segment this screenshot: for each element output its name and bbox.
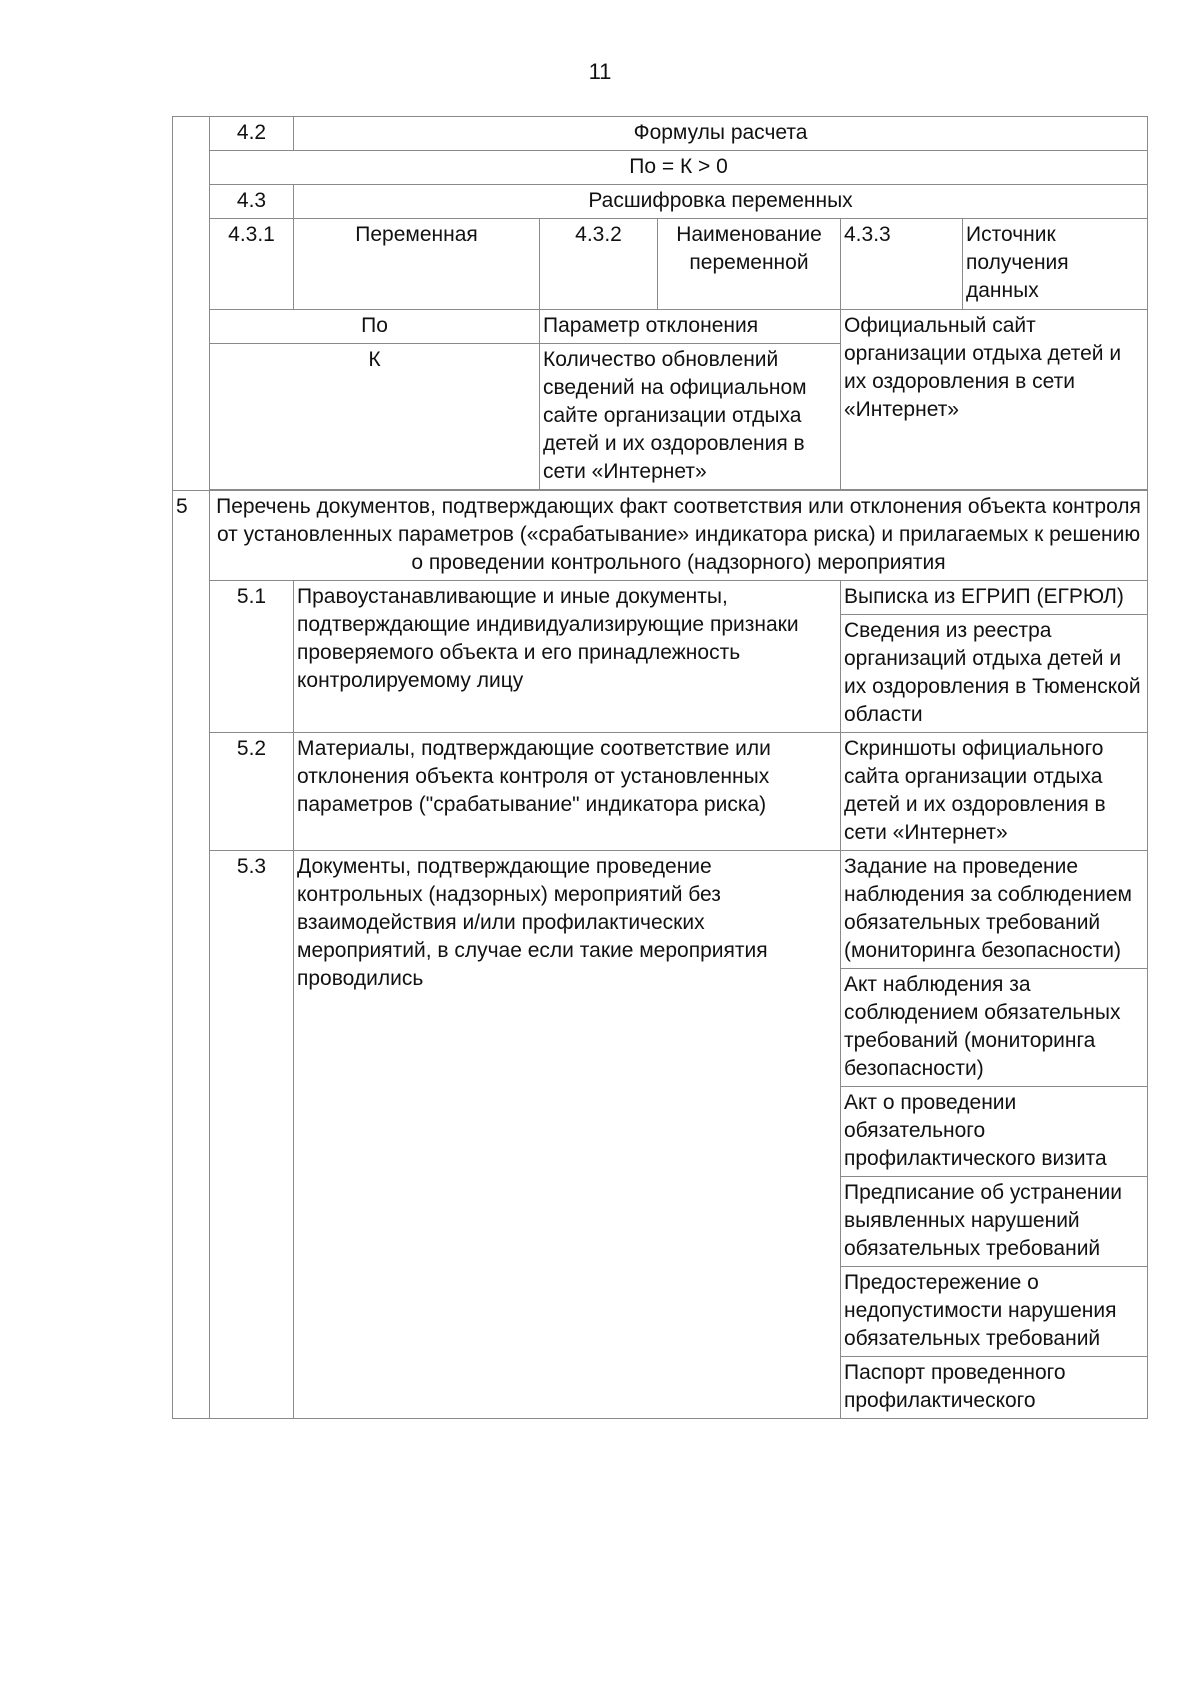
- header-number: 4.3.3: [841, 219, 963, 310]
- section-5-title-row: [173, 491, 1148, 581]
- item-5-1: [173, 581, 1148, 615]
- document-name: Паспорт проведенного профилактического: [841, 1357, 1148, 1419]
- row-number: 4.2: [210, 117, 294, 151]
- item-number: 5.3: [210, 851, 294, 1419]
- document-name: Предписание об устранении выявленных нарушений обязательных требований: [841, 1177, 1148, 1267]
- variable-symbol: К: [210, 344, 540, 490]
- document-name: Предостережение о недопустимости нарушения обязательных требований: [841, 1267, 1148, 1357]
- document-name: Сведения из реестра организаций отдыха детей и их оздоровления в Тюменской области: [841, 615, 1148, 733]
- document-name: Акт наблюдения за соблюдением обязательных требований (мониторинга безопасности): [841, 969, 1148, 1087]
- row-number: 4.3: [210, 185, 294, 219]
- page-number: 11: [588, 59, 612, 84]
- item-text: Документы, подтверждающие проведение контрольных (надзорных) мероприятий без взаимодействия и/или профилактических мероприятий, в случае если такие мероприятия проводились: [294, 851, 841, 1419]
- section-5-title: Перечень документов, подтверждающих факт соответствия или отклонения объекта контроля от установленных параметров («срабатывание» индикатора риска) и прилагаемых к решению о проведении контрольного (надзорного) мероприятия: [210, 491, 1148, 581]
- item-5-3: [173, 851, 1148, 969]
- formula: По = К > 0: [210, 151, 1148, 185]
- header-variable: Переменная: [294, 219, 540, 310]
- data-source: Официальный сайт организации отдыха детей и их оздоровления в сети «Интернет»: [841, 310, 1148, 490]
- header-number: 4.3.2: [540, 219, 658, 310]
- document-name: Задание на проведение наблюдения за соблюдением обязательных требований (мониторинга безопасности): [841, 851, 1148, 969]
- risk-indicator-table: [172, 116, 1148, 1419]
- item-text: Материалы, подтверждающие соответствие или отклонения объекта контроля от установленных параметров ("срабатывание" индикатора риска): [294, 733, 841, 851]
- item-number: 5.1: [210, 581, 294, 733]
- row-4-2: [173, 117, 1148, 151]
- row-formula: [173, 151, 1148, 185]
- document-name: Акт о проведении обязательного профилактического визита: [841, 1087, 1148, 1177]
- variable-symbol: По: [210, 310, 540, 344]
- variable-row-po: [173, 310, 1148, 344]
- section-4-number-cell: [173, 117, 210, 491]
- variables-title: Расшифровка переменных: [294, 185, 1148, 219]
- header-variable-name: Наименование переменной: [658, 219, 841, 310]
- item-number: 5.2: [210, 733, 294, 851]
- row-4-3: [173, 185, 1148, 219]
- document-name: Скриншоты официального сайта организации отдыха детей и их оздоровления в сети «Интернет»: [841, 733, 1148, 851]
- item-5-2: [173, 733, 1148, 851]
- item-text: Правоустанавливающие и иные документы, подтверждающие индивидуализирующие признаки проверяемого объекта и его принадлежность контролируемому лицу: [294, 581, 841, 733]
- formulas-title: Формулы расчета: [294, 117, 1148, 151]
- variables-header-row: [173, 219, 1148, 310]
- variable-name: Количество обновлений сведений на официальном сайте организации отдыха детей и их оздоровления в сети «Интернет»: [540, 344, 841, 490]
- header-source: Источник получения данных: [963, 219, 1148, 310]
- variable-name: Параметр отклонения: [540, 310, 841, 344]
- section-5-number: 5: [173, 491, 210, 1419]
- document-name: Выписка из ЕГРИП (ЕГРЮЛ): [841, 581, 1148, 615]
- header-number: 4.3.1: [210, 219, 294, 310]
